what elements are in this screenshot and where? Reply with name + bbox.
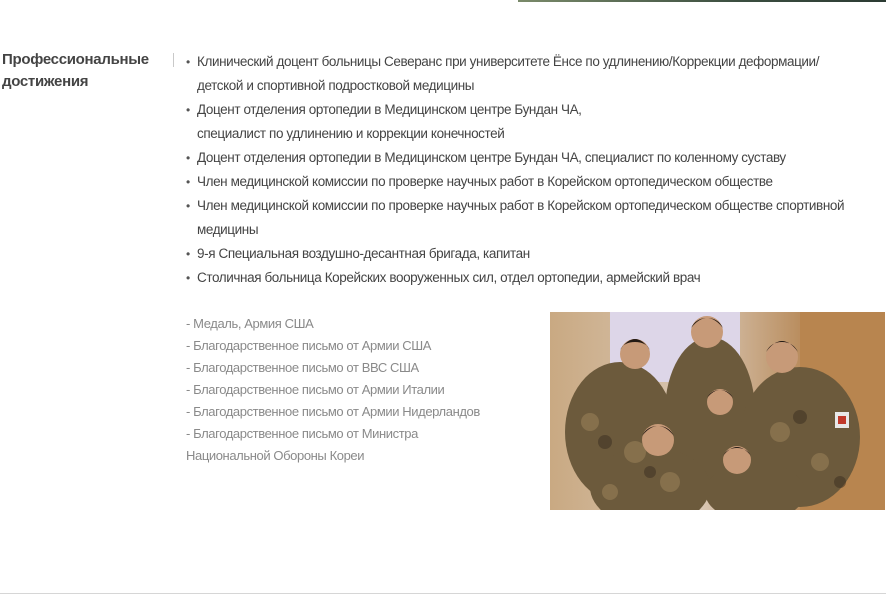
achievement-item [186,170,886,194]
achievement-text: Член медицинской комиссии по проверке научных работ в Корейском ортопедическом обществе спортивной медицины [197,198,845,237]
achievement-text: 9-я Специальная воздушно-десантная бригада, капитан [197,246,530,261]
top-decorative-strip [518,0,886,2]
achievements-list [186,50,886,290]
bullet-icon: • [186,271,190,285]
section-title: Профессиональные достижения [2,51,149,90]
bullet-icon: • [186,199,190,213]
award-item: - Медаль, Армия США [186,316,314,331]
achievement-text: Доцент отделения ортопедии в Медицинском центре Бундан ЧА, специалист по коленному суставу [197,150,786,165]
bullet-icon: • [186,103,190,117]
achievement-text: Доцент отделения ортопедии в Медицинском центре Бундан ЧА, специалист по удлинению и коррекции конечностей [197,102,582,141]
achievement-text: Столичная больница Корейских вооруженных сил, отдел ортопедии, армейский врач [197,270,701,285]
achievement-text: Член медицинской комиссии по проверке научных работ в Корейском ортопедическом обществе [197,174,773,189]
achievement-text: Клинический доцент больницы Северанс при университете Ёнсе по удлинению/Коррекции деформации/ детской и спортивной подростковой медицины [197,54,820,93]
award-item: - Благодарственное письмо от Армии Италии [186,382,445,397]
bullet-icon: • [186,247,190,261]
achievement-item [186,146,886,170]
bullet-icon: • [186,175,190,189]
title-divider [173,53,174,67]
award-item: - Благодарственное письмо от ВВС США [186,360,419,375]
achievement-item [186,194,886,242]
achievement-item [186,242,886,266]
group-photo-illustration [550,312,885,510]
achievement-item [186,98,886,146]
award-item: - Благодарственное письмо от Армии США [186,338,432,353]
award-item: - Благодарственное письмо от Армии Нидерландов [186,404,480,419]
group-photo [550,312,885,510]
achievement-item [186,50,886,98]
award-item: - Благодарственное письмо от Министра Национальной Обороны Кореи [186,426,418,463]
achievement-item [186,266,886,290]
awards-list [186,313,526,467]
bullet-icon: • [186,55,190,69]
bottom-divider [0,593,886,594]
bullet-icon: • [186,151,190,165]
